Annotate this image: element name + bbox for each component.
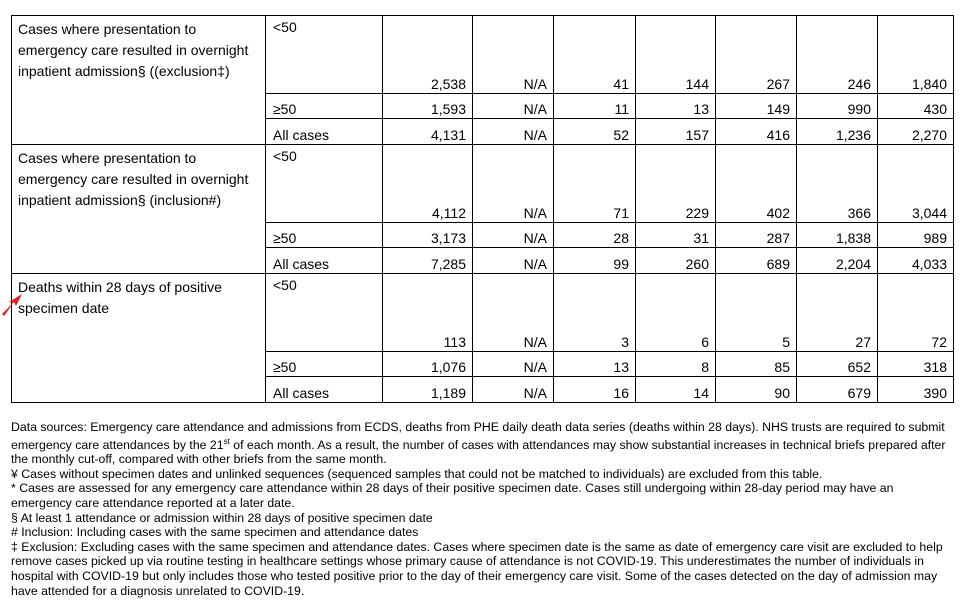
value-cell: 3,173 xyxy=(383,223,473,248)
value-cell: 149 xyxy=(716,94,797,119)
footnote-dagger: ‡ Exclusion: Excluding cases with the same specimen and attendance dates. Cases where specimen date is the same as date of emergency care visit are excluded to help remove cases picked up via routine testing in healthcare settings whose primary cause of attendance is not COVID-19. This underestimates the number of individuals in hospital with COVID-19 but only includes those who tested positive prior to the day of their emergency care visit. Some of the cases detected on the day of admission may have attended for a diagnosis unrelated to COVID-19. xyxy=(11,539,943,598)
footnote-yen: ¥ Cases without specimen dates and unlinked sequences (sequenced samples that could not be matched to individuals) are excluded from this table. xyxy=(11,466,823,481)
value-cell: 144 xyxy=(636,16,716,94)
value-cell: 416 xyxy=(716,119,797,145)
value-cell: N/A xyxy=(473,119,554,145)
category-label: Cases where presentation to emergency care resulted in overnight inpatient admission§ (inclusion#) xyxy=(12,145,266,274)
value-cell: N/A xyxy=(473,16,554,94)
footnotes xyxy=(11,420,955,598)
value-cell: 85 xyxy=(716,352,797,377)
age-group-cell: ≥50 xyxy=(266,223,383,248)
value-cell: 5 xyxy=(716,274,797,352)
value-cell: 1,189 xyxy=(383,377,473,403)
footnote-hash: # Inclusion: Including cases with the same specimen and attendance dates xyxy=(11,525,419,540)
value-cell: 267 xyxy=(716,16,797,94)
value-cell: 402 xyxy=(716,145,797,223)
value-cell: 90 xyxy=(716,377,797,403)
value-cell: N/A xyxy=(473,352,554,377)
value-cell: 113 xyxy=(383,274,473,352)
data-table xyxy=(11,15,954,403)
table-row xyxy=(12,145,954,223)
value-cell: 430 xyxy=(878,94,954,119)
value-cell: 4,112 xyxy=(383,145,473,223)
table-row xyxy=(12,274,954,352)
value-cell: 260 xyxy=(636,248,716,274)
value-cell: 2,270 xyxy=(878,119,954,145)
value-cell: 246 xyxy=(797,16,878,94)
value-cell: 4,131 xyxy=(383,119,473,145)
value-cell: 11 xyxy=(554,94,636,119)
value-cell: 99 xyxy=(554,248,636,274)
value-cell: 72 xyxy=(878,274,954,352)
age-group-cell: All cases xyxy=(266,119,383,145)
value-cell: N/A xyxy=(473,248,554,274)
value-cell: N/A xyxy=(473,223,554,248)
value-cell: 1,593 xyxy=(383,94,473,119)
age-group-cell: ≥50 xyxy=(266,352,383,377)
table-row xyxy=(12,16,954,94)
age-group-cell: <50 xyxy=(266,274,383,352)
value-cell: 4,033 xyxy=(878,248,954,274)
value-cell: 990 xyxy=(797,94,878,119)
value-cell: 13 xyxy=(636,94,716,119)
value-cell: 157 xyxy=(636,119,716,145)
value-cell: 28 xyxy=(554,223,636,248)
value-cell: 390 xyxy=(878,377,954,403)
age-group-cell: All cases xyxy=(266,248,383,274)
category-label: Cases where presentation to emergency care resulted in overnight inpatient admission§ ((exclusion‡) xyxy=(12,16,266,145)
value-cell: 679 xyxy=(797,377,878,403)
age-group-cell: All cases xyxy=(266,377,383,403)
value-cell: 1,840 xyxy=(878,16,954,94)
mouse-pointer-icon xyxy=(0,290,26,316)
value-cell: 16 xyxy=(554,377,636,403)
value-cell: 6 xyxy=(636,274,716,352)
age-group-cell: <50 xyxy=(266,145,383,223)
value-cell: N/A xyxy=(473,145,554,223)
value-cell: 27 xyxy=(797,274,878,352)
category-label: Deaths within 28 days of positive specimen date xyxy=(12,274,266,403)
value-cell: 41 xyxy=(554,16,636,94)
value-cell: N/A xyxy=(473,377,554,403)
value-cell: 689 xyxy=(716,248,797,274)
age-group-cell: <50 xyxy=(266,16,383,94)
value-cell: 1,236 xyxy=(797,119,878,145)
value-cell: 3,044 xyxy=(878,145,954,223)
value-cell: 652 xyxy=(797,352,878,377)
value-cell: 8 xyxy=(636,352,716,377)
value-cell: 14 xyxy=(636,377,716,403)
value-cell: N/A xyxy=(473,274,554,352)
value-cell: 2,204 xyxy=(797,248,878,274)
footnote-star: * Cases are assessed for any emergency care attendance within 28 days of their positive specimen date. Cases still undergoing within 28-day period may have an emergency care attendance reported at a later date. xyxy=(11,481,894,511)
value-cell: 31 xyxy=(636,223,716,248)
value-cell: 229 xyxy=(636,145,716,223)
value-cell: 13 xyxy=(554,352,636,377)
footnote-data-sources: Data sources: Emergency care attendance and admissions from ECDS, deaths from PHE daily death data series (deaths within 28 days). NHS trusts are required to submit emergency care attendances by the 21st of each month. As a result, the number of cases with attendances may show substantial increases in technical briefs prepared after the monthly cut-off, compared with other briefs from the same month. xyxy=(11,420,946,467)
value-cell: N/A xyxy=(473,94,554,119)
footnote-section: § At least 1 attendance or admission within 28 days of positive specimen date xyxy=(11,510,433,525)
age-group-cell: ≥50 xyxy=(266,94,383,119)
value-cell: 1,076 xyxy=(383,352,473,377)
value-cell: 1,838 xyxy=(797,223,878,248)
value-cell: 2,538 xyxy=(383,16,473,94)
value-cell: 989 xyxy=(878,223,954,248)
value-cell: 7,285 xyxy=(383,248,473,274)
value-cell: 366 xyxy=(797,145,878,223)
value-cell: 287 xyxy=(716,223,797,248)
value-cell: 318 xyxy=(878,352,954,377)
value-cell: 71 xyxy=(554,145,636,223)
value-cell: 52 xyxy=(554,119,636,145)
value-cell: 3 xyxy=(554,274,636,352)
